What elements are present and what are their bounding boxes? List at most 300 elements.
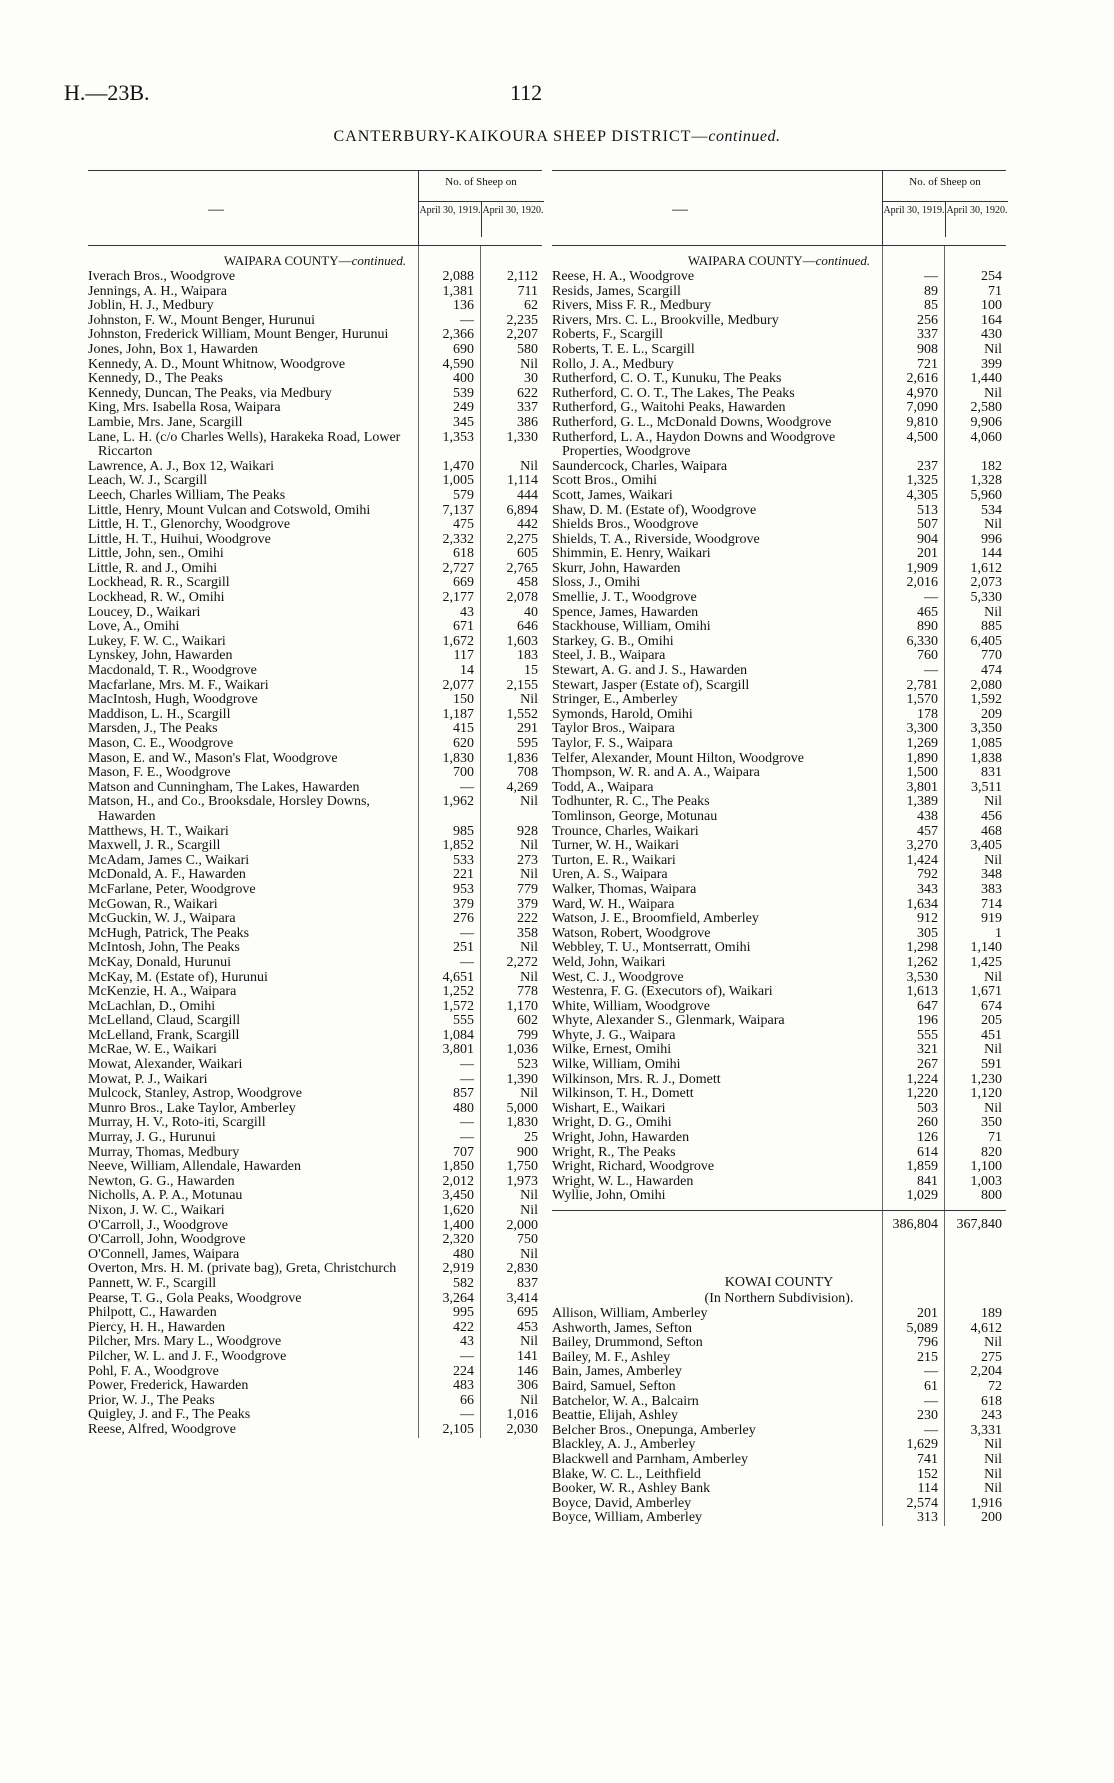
sheep-1920: 4,269 <box>506 779 538 795</box>
sheep-1919: 1,613 <box>906 984 938 1000</box>
owner-name: Trounce, Charles, Waikari <box>552 823 699 839</box>
owner-name: Overton, Mrs. H. M. (private bag), Greta, Christchurch <box>88 1261 397 1277</box>
sheep-1920: 591 <box>981 1057 1002 1073</box>
owner-name: Newton, G. G., Hawarden <box>88 1173 235 1189</box>
owner-name: McGuckin, W. J., Waipara <box>88 911 236 927</box>
sheep-1920: 595 <box>517 736 538 751</box>
sheep-1920: 2,078 <box>506 590 538 606</box>
owner-name: Little, Henry, Mount Vulcan and Cotswold, Omihi <box>88 502 371 518</box>
sheep-1919: — <box>924 1393 938 1409</box>
sheep-1920: 3,511 <box>971 779 1002 795</box>
owner-name: Mason, E. and W., Mason's Flat, Woodgrove <box>88 750 338 766</box>
sheep-1920: Nil <box>520 867 538 883</box>
sheep-1919: 857 <box>453 1086 474 1102</box>
sheep-1920: 605 <box>517 546 538 562</box>
sheep-1919: 3,264 <box>442 1290 474 1306</box>
sheep-1919: 313 <box>917 1510 938 1526</box>
sheep-1920: 3,350 <box>970 721 1002 737</box>
table-row <box>552 416 1006 431</box>
owner-name: Rutherford, G., Waitohi Peaks, Hawarden <box>552 400 786 416</box>
sheep-1920: 348 <box>981 867 1002 883</box>
owner-name: Resids, James, Scargill <box>552 283 681 299</box>
sheep-1920: 1,328 <box>970 473 1002 489</box>
sheep-1919: 1,634 <box>906 896 938 912</box>
table-row <box>88 474 542 489</box>
sheep-1920: 144 <box>981 546 1002 562</box>
owner-name: Stewart, Jasper (Estate of), Scargill <box>552 677 750 693</box>
owner-name: Mowat, P. J., Waikari <box>88 1071 208 1087</box>
sheep-1920: 919 <box>981 911 1002 927</box>
table-row <box>552 912 1006 927</box>
table-row <box>552 737 1006 752</box>
sheep-1920: 386 <box>517 414 538 430</box>
table-row <box>552 328 1006 343</box>
owner-name: Lane, L. H. (c/o Charles Wells), Harakeka Road, Lower Riccarton <box>88 429 401 460</box>
sheep-1920: 1,120 <box>970 1086 1002 1102</box>
owner-name: Lockhead, R. W., Omihi <box>88 590 225 606</box>
sheep-1919: 614 <box>917 1144 938 1160</box>
sheep-1920: Nil <box>984 1335 1002 1351</box>
sheep-1920: 222 <box>517 911 538 927</box>
owner-name: Shields, T. A., Riverside, Woodgrove <box>552 531 760 547</box>
sheep-1919: 337 <box>917 327 938 343</box>
sheep-1919: 237 <box>917 458 938 474</box>
sheep-1919: 1,381 <box>442 283 474 299</box>
sheep-1920: 800 <box>981 1188 1002 1204</box>
table-row <box>88 489 542 504</box>
owner-name: McGowan, R., Waikari <box>88 896 218 912</box>
sheep-1919: 2,616 <box>906 371 938 387</box>
table-row <box>552 1482 1006 1497</box>
table-row <box>552 606 1006 621</box>
sheep-1920: 146 <box>517 1363 538 1379</box>
table-row <box>552 708 1006 723</box>
table-row <box>552 766 1006 781</box>
sheep-1919: 2,105 <box>442 1421 474 1437</box>
sheep-1920: 337 <box>517 400 538 416</box>
owner-name: Telfer, Alexander, Mount Hilton, Woodgrove <box>552 750 804 766</box>
sheep-1919: 66 <box>460 1392 474 1408</box>
sheep-1920: 1,036 <box>506 1042 538 1058</box>
sheep-1920: 164 <box>981 312 1002 328</box>
sheep-1919: 480 <box>453 1100 474 1116</box>
sheep-1919: 126 <box>917 1130 938 1146</box>
table-row <box>552 1000 1006 1015</box>
sheep-1920: 2,580 <box>970 400 1002 416</box>
sheep-1920: 646 <box>517 619 538 635</box>
owner-name: Neeve, William, Allendale, Hawarden <box>88 1159 301 1175</box>
owner-name: Jones, John, Box 1, Hawarden <box>88 341 258 357</box>
sheep-1920: 383 <box>981 881 1002 897</box>
owner-name: Boyce, William, Amberley <box>552 1510 703 1526</box>
sheep-1919: 1,909 <box>906 560 938 576</box>
sheep-1919: 260 <box>917 1115 938 1131</box>
table-row <box>552 825 1006 840</box>
table-row <box>552 1029 1006 1044</box>
table-row <box>552 1424 1006 1439</box>
page-id: H.—23B. <box>64 80 150 105</box>
table-row <box>88 576 542 591</box>
table-row <box>552 679 1006 694</box>
sheep-1919: 4,651 <box>442 969 474 985</box>
owner-name: Rollo, J. A., Medbury <box>552 356 674 372</box>
owner-name: McFarlane, Peter, Woodgrove <box>88 881 256 897</box>
sheep-1919: — <box>460 925 474 941</box>
sheep-1920: Nil <box>984 852 1002 868</box>
table-row <box>88 285 542 300</box>
sheep-1920: 456 <box>981 808 1002 824</box>
table-row <box>552 985 1006 1000</box>
table-row <box>552 883 1006 898</box>
owner-name: O'Carroll, John, Woodgrove <box>88 1232 246 1248</box>
table-row <box>552 372 1006 387</box>
section-title: WAIPARA COUNTY— <box>687 253 816 268</box>
owner-name: Ward, W. H., Waipara <box>552 896 675 912</box>
owner-name: Munro Bros., Lake Taylor, Amberley <box>88 1100 296 1116</box>
col-1920-header: April 30, 1920. <box>945 201 1008 237</box>
table-row <box>552 1351 1006 1366</box>
table-row <box>88 839 542 854</box>
owner-name: Whyte, Alexander S., Glenmark, Waipara <box>552 1013 785 1029</box>
sheep-1920: 2,207 <box>506 327 538 343</box>
sheep-1919: 3,530 <box>906 969 938 985</box>
sheep-1919: 457 <box>917 823 938 839</box>
sheep-count-header <box>882 171 1007 245</box>
table-row <box>88 766 542 781</box>
owner-name: Lockhead, R. R., Scargill <box>88 575 230 591</box>
sheep-1920: 1,612 <box>970 560 1002 576</box>
table-row <box>88 547 542 562</box>
owner-name: Rivers, Miss F. R., Medbury <box>552 298 712 314</box>
sheep-1919: — <box>924 269 938 284</box>
owner-name: Webbley, T. U., Montserratt, Omihi <box>552 940 751 956</box>
sheep-1919: 1,500 <box>906 765 938 781</box>
sheep-1920: 358 <box>517 925 538 941</box>
section-suffix: continued. <box>351 253 407 268</box>
sheep-1920: Nil <box>984 1481 1002 1497</box>
sheep-1920: 71 <box>988 283 1002 299</box>
owner-name: Wilke, Ernest, Omihi <box>552 1042 672 1058</box>
table-row <box>88 752 542 767</box>
sheep-1919: — <box>460 779 474 795</box>
owner-name: Wilkinson, T. H., Domett <box>552 1086 694 1102</box>
sheep-1919: 1,269 <box>906 736 938 751</box>
sheep-1920: 3,405 <box>970 838 1002 854</box>
sheep-1920: 778 <box>517 984 538 1000</box>
table-row <box>88 328 542 343</box>
table-row <box>88 1073 542 1088</box>
sheep-1919: 345 <box>453 414 474 430</box>
sheep-1919: — <box>460 1130 474 1146</box>
sheep-1919: 2,177 <box>442 590 474 606</box>
owner-name: Lawrence, A. J., Box 12, Waikari <box>88 458 275 474</box>
sheep-1920: 1,016 <box>506 1407 538 1423</box>
table-row <box>552 1043 1006 1058</box>
sheep-1919: 579 <box>453 487 474 503</box>
owner-name: Reese, H. A., Woodgrove <box>552 269 695 284</box>
owner-name: MacIntosh, Hugh, Woodgrove <box>88 692 258 708</box>
sheep-1920: 72 <box>988 1378 1002 1394</box>
table-row <box>88 1087 542 1102</box>
owner-name: Pannett, W. F., Scargill <box>88 1275 217 1291</box>
sheep-1919: 438 <box>917 808 938 824</box>
owner-name: Saundercock, Charles, Waipara <box>552 458 728 474</box>
table-row <box>552 518 1006 533</box>
table-row <box>552 664 1006 679</box>
left-column <box>88 170 542 1438</box>
owner-name: O'Connell, James, Waipara <box>88 1246 240 1262</box>
sheep-1919: — <box>924 663 938 679</box>
sheep-1920: Nil <box>520 1203 538 1218</box>
owner-name: Matthews, H. T., Waikari <box>88 823 229 839</box>
sheep-1919: 1,890 <box>906 750 938 766</box>
sheep-1919: 14 <box>460 663 474 679</box>
sheep-1919: 690 <box>453 341 474 357</box>
owner-name: Spence, James, Hawarden <box>552 604 699 620</box>
table-row <box>552 547 1006 562</box>
table-row <box>88 1000 542 1015</box>
sheep-1919: 2,012 <box>442 1173 474 1189</box>
owner-name: Blake, W. C. L., Leithfield <box>552 1466 701 1482</box>
sheep-1919: 251 <box>453 940 474 956</box>
sheep-group-label: No. of Sheep on <box>445 176 517 188</box>
sheep-1920: 580 <box>517 341 538 357</box>
sheep-1920: 291 <box>517 721 538 737</box>
table-row <box>552 1014 1006 1029</box>
owner-name: Blackwell and Parnham, Amberley <box>552 1451 748 1467</box>
sheep-1920: Nil <box>520 794 538 810</box>
sheep-1919: 995 <box>453 1305 474 1321</box>
sheep-1919: 61 <box>924 1378 938 1394</box>
table-row <box>552 1116 1006 1131</box>
table-row <box>88 781 542 796</box>
owner-name: Allison, William, Amberley <box>552 1306 708 1321</box>
owner-name: Piercy, H. H., Hawarden <box>88 1319 226 1335</box>
table-row <box>552 1380 1006 1395</box>
owner-name: Booker, W. R., Ashley Bank <box>552 1481 711 1497</box>
sheep-1919: 721 <box>917 356 938 372</box>
sheep-1919: 3,450 <box>442 1188 474 1204</box>
sheep-1920: 254 <box>981 269 1002 284</box>
sheep-1920: 2,155 <box>506 677 538 693</box>
sheep-1920: Nil <box>520 1188 538 1204</box>
sheep-1920: 674 <box>981 998 1002 1014</box>
sheep-1920: 1,552 <box>506 706 538 722</box>
sheep-1919: — <box>460 1407 474 1423</box>
county-total <box>552 1210 1006 1239</box>
owner-name: Macfarlane, Mrs. M. F., Waikari <box>88 677 269 693</box>
right-table-body <box>552 246 1006 1526</box>
sheep-1919: 415 <box>453 721 474 737</box>
section-heading <box>552 246 1006 270</box>
table-row <box>88 664 542 679</box>
owner-name: Sloss, J., Omihi <box>552 575 641 591</box>
owner-name: Matson and Cunningham, The Lakes, Hawarden <box>88 779 360 795</box>
owner-name: Blackley, A. J., Amberley <box>552 1437 696 1453</box>
section-suffix: continued. <box>815 253 871 268</box>
owner-name: Rivers, Mrs. C. L., Brookville, Medbury <box>552 312 779 328</box>
table-row <box>88 1365 542 1380</box>
table-row <box>88 927 542 942</box>
table-row <box>552 722 1006 737</box>
sheep-1919: 178 <box>917 706 938 722</box>
table-row <box>88 387 542 402</box>
owner-name: Nicholls, A. P. A., Motunau <box>88 1188 243 1204</box>
sheep-1920: 40 <box>524 604 538 620</box>
owner-name: Kennedy, Duncan, The Peaks, via Medbury <box>88 385 332 401</box>
kowai-county-subtitle: (In Northern Subdivision). <box>704 1291 854 1306</box>
table-row <box>552 693 1006 708</box>
table-row <box>552 1131 1006 1146</box>
sheep-1919: 5,089 <box>906 1320 938 1336</box>
sheep-1920: 2,000 <box>506 1217 538 1233</box>
sheep-1919: 1,830 <box>442 750 474 766</box>
sheep-1919: 343 <box>917 881 938 897</box>
owner-name: Lukey, F. W. C., Waikari <box>88 633 226 649</box>
owner-name: Shields Bros., Woodgrove <box>552 517 699 533</box>
sheep-1919: 2,919 <box>442 1261 474 1277</box>
sheep-1920: Nil <box>520 458 538 474</box>
total-1919: 386,804 <box>892 1217 938 1232</box>
table-row <box>88 416 542 431</box>
sheep-1919: 4,500 <box>906 429 938 445</box>
sheep-1920: Nil <box>984 1451 1002 1467</box>
table-row <box>88 270 542 285</box>
table-row <box>88 795 542 824</box>
sheep-1919: 1,353 <box>442 429 474 445</box>
sheep-1920: Nil <box>520 969 538 985</box>
owner-name: Beattie, Elijah, Ashley <box>552 1408 678 1424</box>
sheep-1919: 9,810 <box>906 414 938 430</box>
owner-name: Matson, H., and Co., Brooksdale, Horsley Downs, Hawarden <box>88 794 370 824</box>
sheep-1920: Nil <box>520 940 538 956</box>
sheep-1920: 622 <box>517 385 538 401</box>
owner-name: Scott Bros., Omihi <box>552 473 658 489</box>
table-row <box>88 1131 542 1146</box>
sheep-1919: 196 <box>917 1013 938 1029</box>
table-row <box>88 343 542 358</box>
owner-name: Todhunter, R. C., The Peaks <box>552 794 710 810</box>
sheep-1919: 4,305 <box>906 487 938 503</box>
sheep-1919: — <box>460 1348 474 1364</box>
sheep-1920: 1,390 <box>506 1071 538 1087</box>
sheep-1920: 2,204 <box>970 1364 1002 1380</box>
table-row <box>88 1233 542 1248</box>
owner-name: Rutherford, C. O. T., Kunuku, The Peaks <box>552 371 782 387</box>
sheep-1920: Nil <box>520 1334 538 1350</box>
owner-name: Murray, Thomas, Medbury <box>88 1144 240 1160</box>
sheep-1920: 2,030 <box>506 1421 538 1437</box>
sheep-1919: 1,298 <box>906 940 938 956</box>
sheep-1919: 3,270 <box>906 838 938 854</box>
sheep-group-label: No. of Sheep on <box>909 176 981 188</box>
owner-name: Love, A., Omihi <box>88 619 180 635</box>
sheep-1919: 201 <box>917 1306 938 1321</box>
sheep-1920: 1,330 <box>506 429 538 445</box>
sheep-1919: 533 <box>453 852 474 868</box>
table-row <box>552 1175 1006 1190</box>
table-row <box>552 489 1006 504</box>
sheep-1919: 1,084 <box>442 1027 474 1043</box>
sheep-1919: 796 <box>917 1335 938 1351</box>
table-row <box>552 1409 1006 1424</box>
owner-name: Pilcher, Mrs. Mary L., Woodgrove <box>88 1334 282 1350</box>
sheep-1920: 399 <box>981 356 1002 372</box>
sheep-1920: 4,612 <box>970 1320 1002 1336</box>
sheep-1919: 1,570 <box>906 692 938 708</box>
sheep-1919: 707 <box>453 1144 474 1160</box>
sheep-1919: 89 <box>924 283 938 299</box>
sheep-1919: 513 <box>917 502 938 518</box>
owner-name: McDonald, A. F., Hawarden <box>88 867 246 883</box>
sheep-1920: 200 <box>981 1510 1002 1526</box>
sheep-1920: 1,836 <box>506 750 538 766</box>
sheep-1920: 3,414 <box>506 1290 538 1306</box>
table-row <box>88 358 542 373</box>
sheep-1920: 885 <box>981 619 1002 635</box>
sheep-1919: 1,852 <box>442 838 474 854</box>
table-row <box>88 1306 542 1321</box>
owner-name: Lynskey, John, Hawarden <box>88 648 233 664</box>
table-row <box>88 1321 542 1336</box>
owner-name: McIntosh, John, The Peaks <box>88 940 240 956</box>
sheep-1920: 1,114 <box>507 473 538 489</box>
sheep-1920: Nil <box>520 692 538 708</box>
table-row <box>552 1073 1006 1088</box>
table-row <box>88 868 542 883</box>
table-row <box>88 912 542 927</box>
sheep-1919: 3,300 <box>906 721 938 737</box>
sheep-1920: Nil <box>984 1437 1002 1453</box>
owner-name: Starkey, G. B., Omihi <box>552 633 674 649</box>
table-row <box>88 1350 542 1365</box>
sheep-1920: 2,073 <box>970 575 1002 591</box>
sheep-1920: 5,960 <box>970 487 1002 503</box>
table-row <box>88 941 542 956</box>
table-row <box>552 898 1006 913</box>
name-column-header: — <box>208 201 224 218</box>
sheep-1920: 523 <box>517 1057 538 1073</box>
owner-name: Stringer, E., Amberley <box>552 692 678 708</box>
owner-name: Smellie, J. T., Woodgrove <box>552 590 697 606</box>
sheep-1919: 539 <box>453 385 474 401</box>
owner-name: Bailey, Drummond, Sefton <box>552 1335 703 1351</box>
sheep-1920: 205 <box>981 1013 1002 1029</box>
sheep-1920: Nil <box>520 838 538 854</box>
sheep-1920: Nil <box>984 385 1002 401</box>
owner-name: Walker, Thomas, Waipara <box>552 881 697 897</box>
sheep-1919: 1,252 <box>442 984 474 1000</box>
sheep-1919: 267 <box>917 1057 938 1073</box>
sheep-1919: 85 <box>924 298 938 314</box>
sheep-1920: 770 <box>981 648 1002 664</box>
sheep-1919: 555 <box>453 1013 474 1029</box>
sheep-1919: 1,962 <box>442 794 474 810</box>
table-row <box>88 985 542 1000</box>
sheep-1920: 1,592 <box>970 692 1002 708</box>
sheep-1920: 602 <box>517 1013 538 1029</box>
owner-name: Turner, W. H., Waikari <box>552 838 680 854</box>
sheep-1919: 1,389 <box>906 794 938 810</box>
owner-name: Uren, A. S., Waipara <box>552 867 668 883</box>
owner-name: Watson, J. E., Broomfield, Amberley <box>552 911 759 927</box>
sheep-1919: 741 <box>917 1451 938 1467</box>
sheep-1920: 458 <box>517 575 538 591</box>
owner-name: Symonds, Harold, Omihi <box>552 706 693 722</box>
sheep-1920: 1,170 <box>506 998 538 1014</box>
sheep-1920: 2,272 <box>506 954 538 970</box>
sheep-1919: 256 <box>917 312 938 328</box>
